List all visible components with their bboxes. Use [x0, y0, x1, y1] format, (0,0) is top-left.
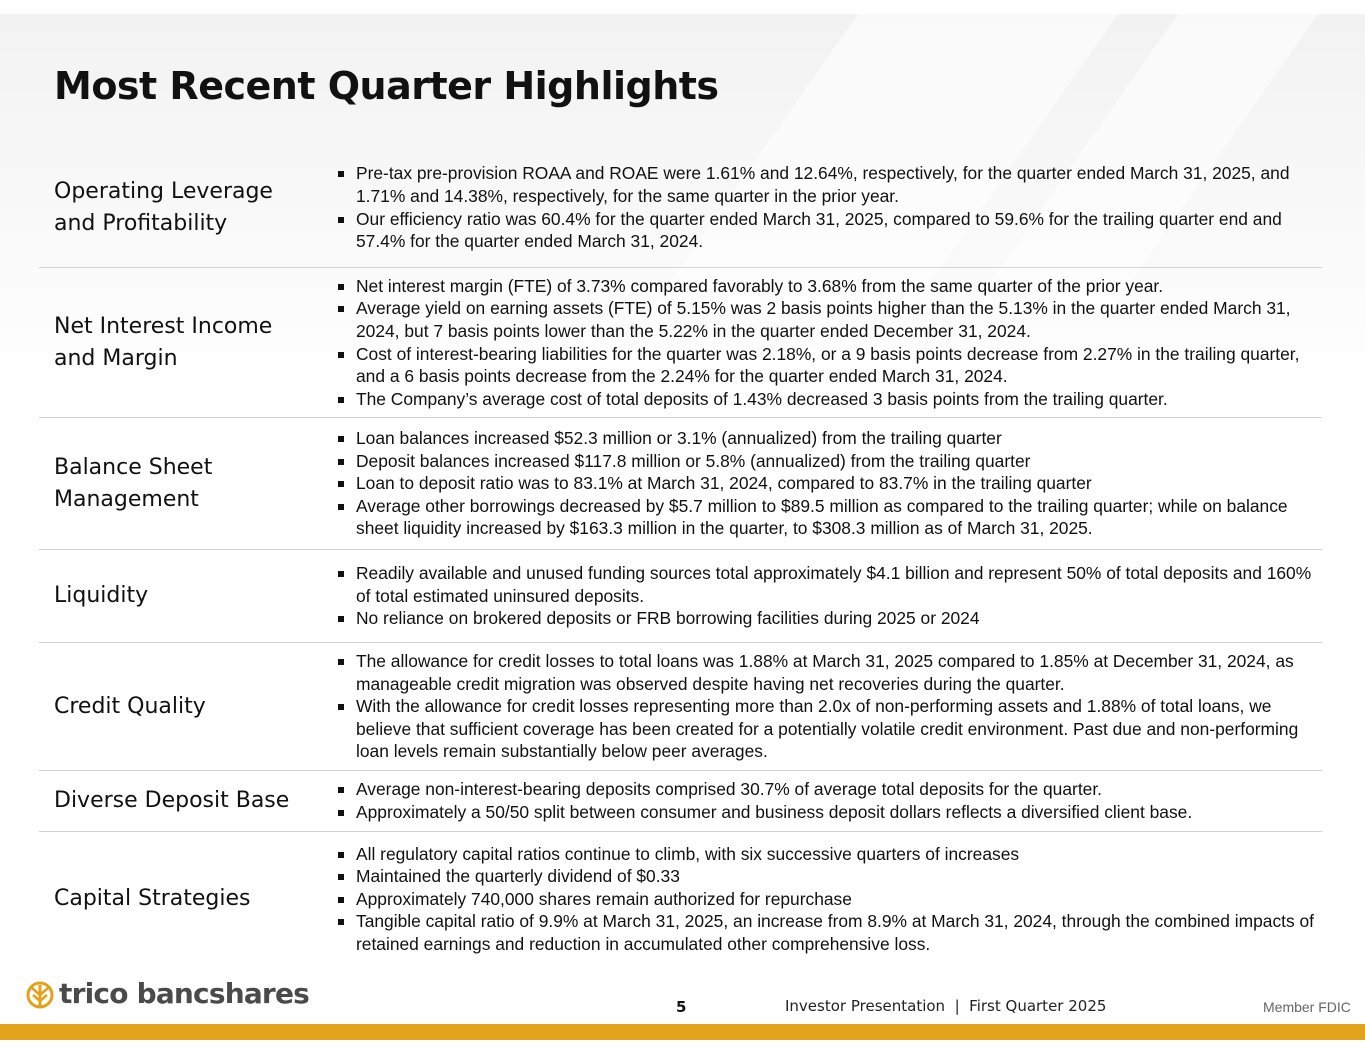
bullet-list	[317, 275, 1322, 411]
page-title: Most Recent Quarter Highlights	[54, 64, 719, 108]
section-net-interest-income	[39, 268, 1322, 418]
bullet-item: Average non-interest-bearing deposits comprised 30.7% of average total deposits for the quarter.	[317, 778, 1322, 801]
section-label: Net Interest Income and Margin	[54, 313, 273, 371]
section-liquidity	[39, 550, 1322, 643]
bullet-item: Maintained the quarterly dividend of $0.33	[317, 865, 1322, 888]
section-label: Liquidity	[54, 583, 149, 608]
bullet-item: Approximately 740,000 shares remain authorized for repurchase	[317, 888, 1322, 911]
bullet-item: Readily available and unused funding sources total approximately $4.1 billion and represent 50% of total deposits and 160% of total estimated uninsured deposits.	[317, 562, 1322, 607]
bullet-item: No reliance on brokered deposits or FRB borrowing facilities during 2025 or 2024	[317, 607, 1322, 630]
bullet-list	[317, 778, 1322, 823]
section-label: Credit Quality	[54, 693, 206, 719]
section-credit-quality	[39, 643, 1322, 771]
bullet-item: Average other borrowings decreased by $5.7 million to $89.5 million as compared to the trailing quarter; while on balance sheet liquidity increased by $163.3 million in the quarter, to $308.3 million as of March 31, 2025.	[317, 495, 1322, 540]
bullet-list	[317, 427, 1322, 540]
bullet-item: All regulatory capital ratios continue to climb, with six successive quarters of increases	[317, 843, 1322, 866]
section-diverse-deposit	[39, 771, 1322, 832]
bullet-item: The Company’s average cost of total deposits of 1.43% decreased 3 basis points from the trailing quarter.	[317, 388, 1322, 411]
bullet-item: Deposit balances increased $117.8 million or 5.8% (annualized) from the trailing quarter	[317, 450, 1322, 473]
bullet-item: Approximately a 50/50 split between consumer and business deposit dollars reflects a diversified client base.	[317, 801, 1322, 824]
section-balance-sheet	[39, 418, 1322, 550]
bullet-item: The allowance for credit losses to total loans was 1.88% at March 31, 2025 compared to 1.85% at December 31, 2024, as manageable credit migration was observed despite having net recoveries during the quarter.	[317, 650, 1322, 695]
section-label: Balance Sheet Management	[54, 454, 213, 512]
bullet-item: Tangible capital ratio of 9.9% at March 31, 2025, an increase from 8.9% at March 31, 2024, through the combined impacts of retained earnings and reduction in accumulated other comprehensive loss.	[317, 910, 1322, 955]
bullet-item: With the allowance for credit losses representing more than 2.0x of non-performing assets and 1.88% of total loans, we believe that sufficient coverage has been created for a potentially volatile credit environment. Past due and non-performing loan levels remain substantially below peer averages.	[317, 695, 1322, 763]
bullet-item: Pre-tax pre-provision ROAA and ROAE were 1.61% and 12.64%, respectively, for the quarter ended March 31, 2025, and 1.71% and 14.38%, respectively, for the same quarter in the prior year.	[317, 162, 1322, 207]
bullet-item: Net interest margin (FTE) of 3.73% compared favorably to 3.68% from the same quarter of the prior year.	[317, 275, 1322, 298]
section-label: Diverse Deposit Base	[54, 788, 290, 813]
bullet-list	[317, 843, 1322, 956]
bullet-list	[317, 650, 1322, 763]
bullet-list	[317, 562, 1322, 630]
footer-accent-bar	[0, 1024, 1365, 1040]
section-label: Operating Leverage and Profitability	[54, 178, 273, 236]
section-label: Capital Strategies	[54, 886, 251, 911]
bullet-item: Loan balances increased $52.3 million or 3.1% (annualized) from the trailing quarter	[317, 427, 1322, 450]
top-margin	[0, 0, 1365, 14]
bullet-item: Cost of interest-bearing liabilities for the quarter was 2.18%, or a 9 basis points decrease from 2.27% in the trailing quarter, and a 6 basis points decrease from the 2.24% for the quarter ended March 31, 2024.	[317, 343, 1322, 388]
wheat-logo-icon	[25, 979, 55, 1009]
company-logo	[25, 977, 309, 1010]
bottom-margin	[0, 1040, 1365, 1055]
footer-caption: Investor Presentation | First Quarter 2025	[785, 997, 1107, 1015]
bullet-list	[317, 162, 1322, 252]
highlights-table	[39, 148, 1322, 966]
bullet-item: Average yield on earning assets (FTE) of 5.15% was 2 basis points higher than the 5.13% in the quarter ended March 31, 2024, but 7 basis points lower than the 5.22% in the quarter ended December 31, 2024.	[317, 297, 1322, 342]
bullet-item: Loan to deposit ratio was to 83.1% at March 31, 2024, compared to 83.7% in the trailing quarter	[317, 472, 1322, 495]
bullet-item: Our efficiency ratio was 60.4% for the quarter ended March 31, 2025, compared to 59.6% for the trailing quarter end and 57.4% for the quarter ended March 31, 2024.	[317, 208, 1322, 253]
section-capital-strategies	[39, 832, 1322, 966]
member-fdic-label: Member FDIC	[1263, 999, 1351, 1015]
page-number: 5	[676, 998, 687, 1016]
logo-wordmark: trico bancshares	[59, 977, 310, 1010]
section-operating-leverage	[39, 148, 1322, 268]
